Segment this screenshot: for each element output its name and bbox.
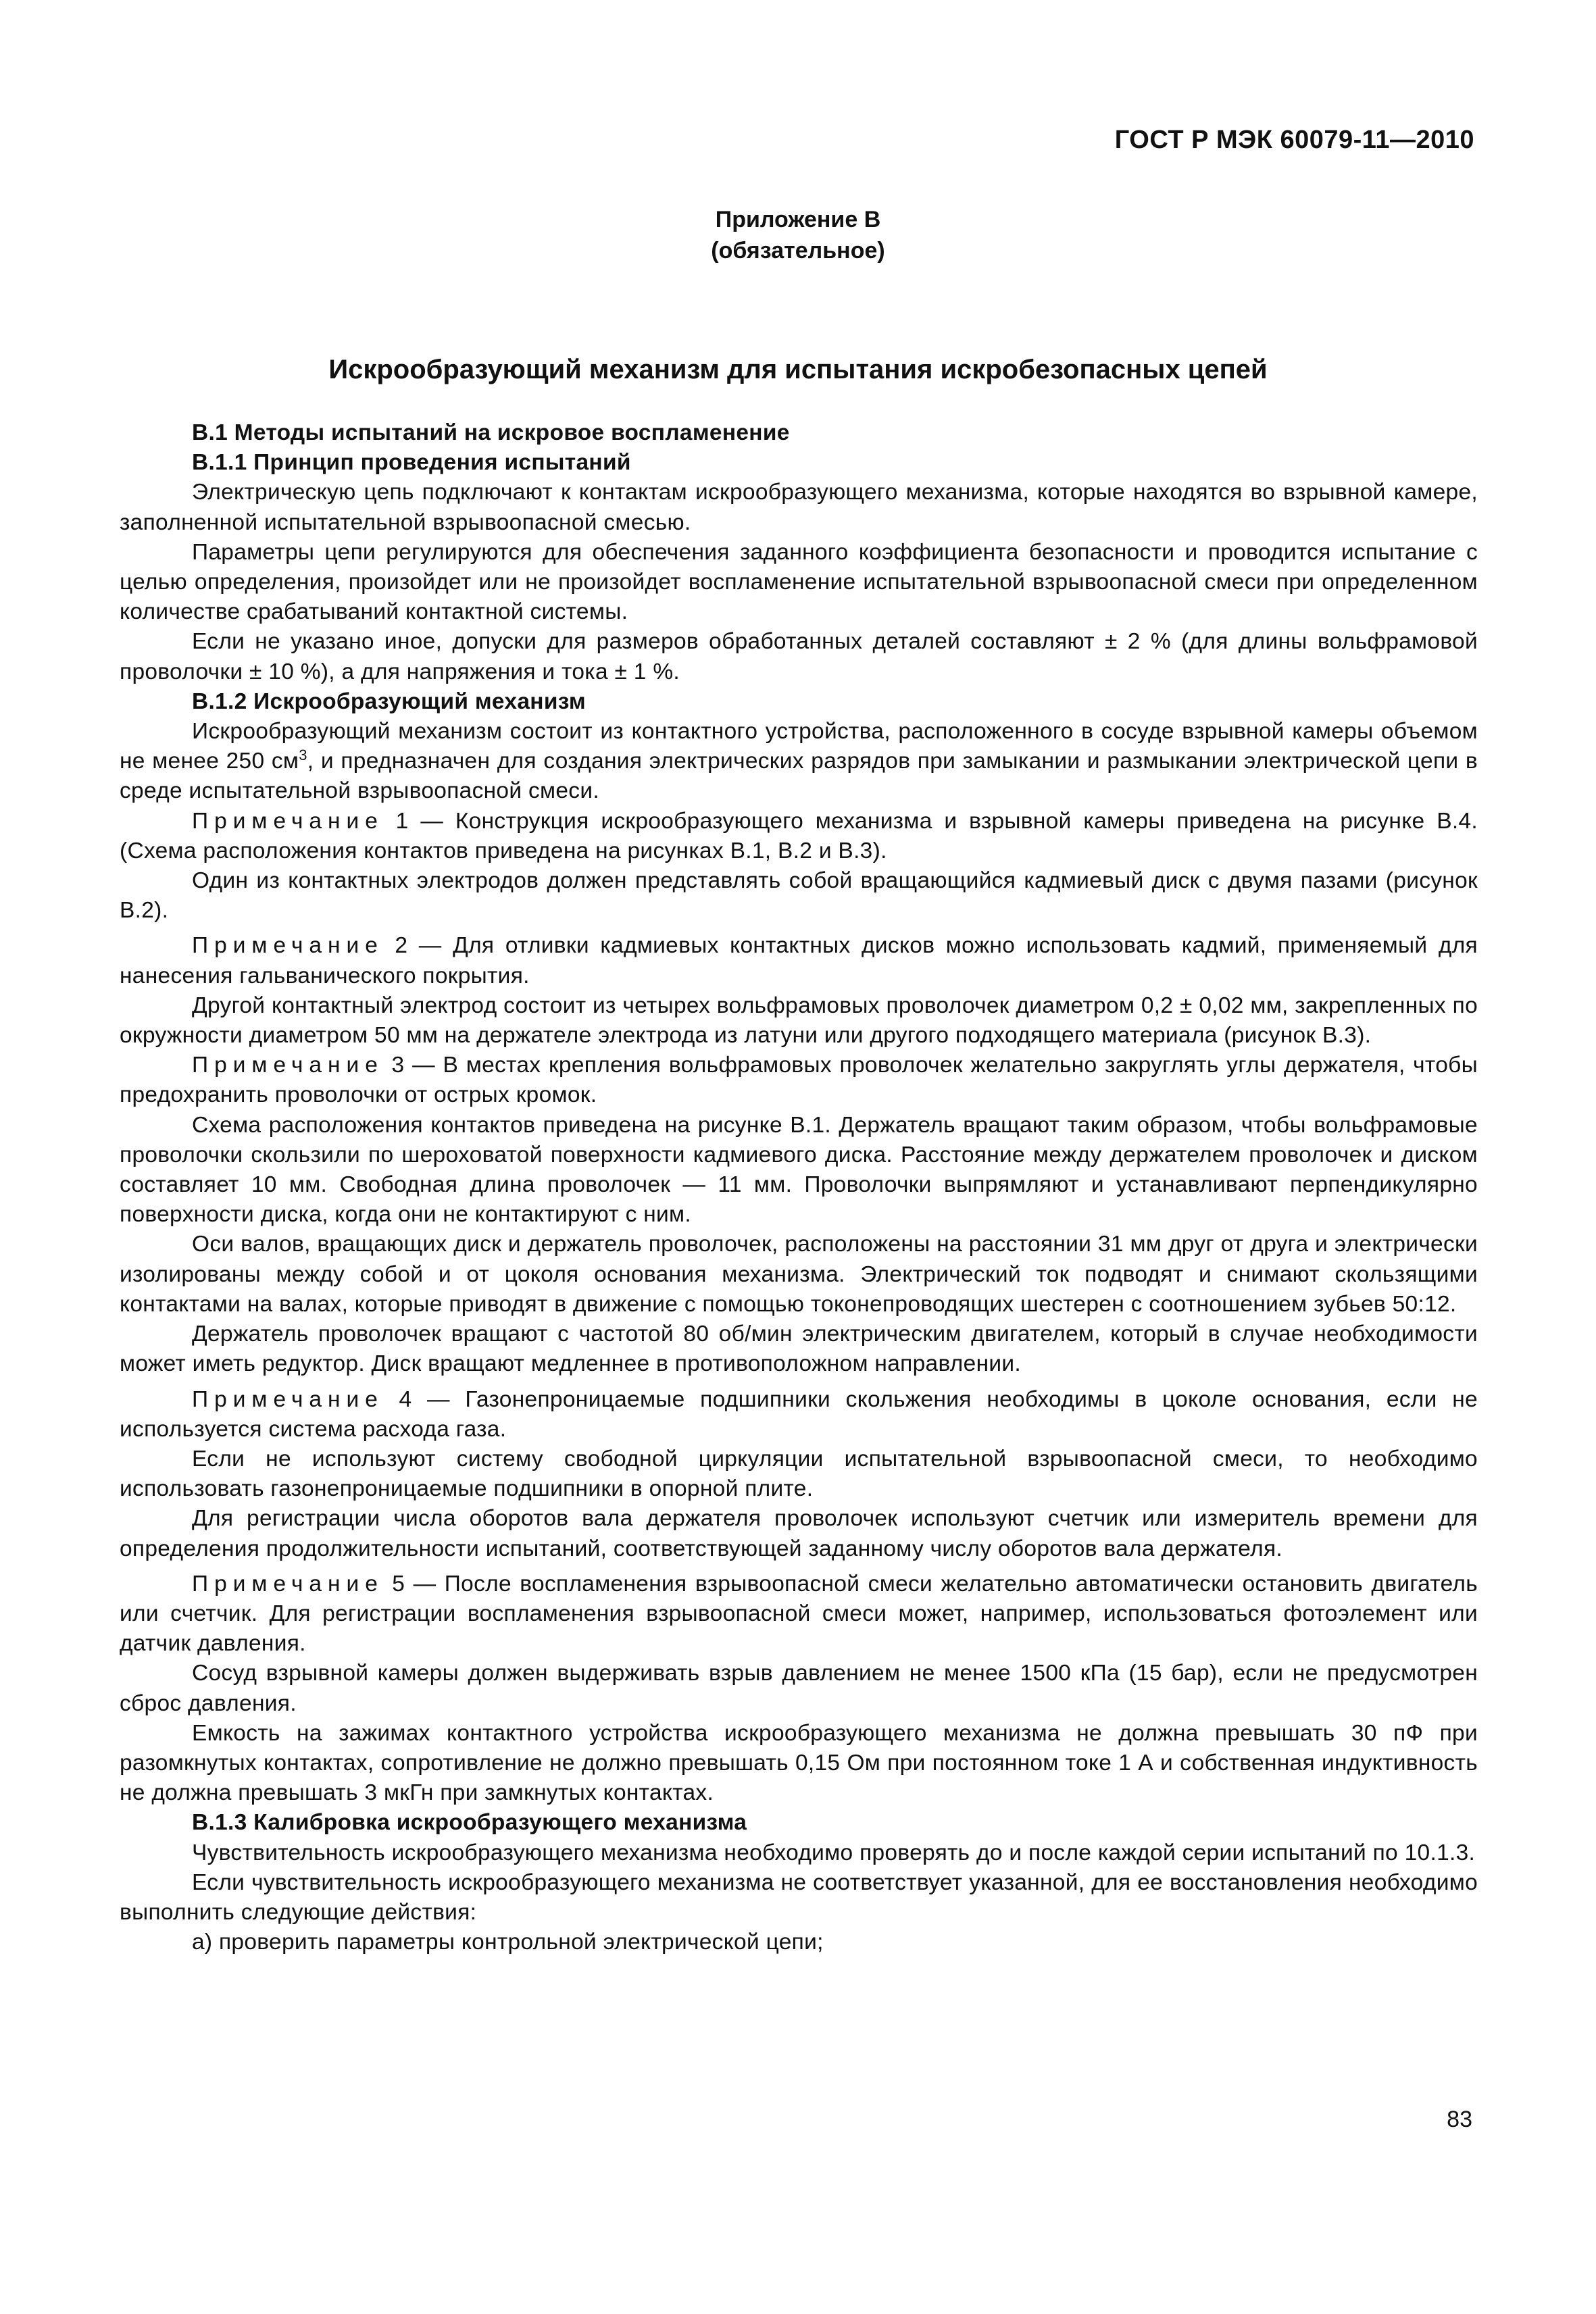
note bbox=[120, 1385, 1478, 1444]
note-text: 5 — После воспламенения взрывоопасной смеси желательно автоматически остановить двигатель или счетчик. Для регистрации воспламенения взрывоопасной смеси может, например, использоваться фотоэлемент или датчик давления. bbox=[120, 1571, 1478, 1657]
note-text: 4 — Газонепроницаемые подшипники скольжения необходимы в цоколе основания, если не используется система расхода газа. bbox=[120, 1386, 1478, 1442]
page-title: Искрообразующий механизм для испытания искробезопасных цепей bbox=[328, 355, 1268, 384]
note-text: 2 — Для отливки кадмиевых контактных дисков можно использовать кадмий, применяемый для нанесения гальванического покрытия. bbox=[120, 933, 1478, 988]
note-label: Примечание bbox=[192, 933, 384, 959]
note-label: Примечание bbox=[192, 808, 384, 834]
annex-status: (обязательное) bbox=[711, 238, 885, 263]
paragraph bbox=[120, 717, 1478, 807]
note bbox=[120, 1051, 1478, 1110]
paragraph: Если чувствительность искрообразующего механизма не соответствует указанной, для ее восстановления необходимо выполнить следующие действия: bbox=[120, 1869, 1478, 1925]
annex-label: Приложение В bbox=[715, 207, 881, 232]
note-label: Примечание bbox=[192, 1386, 384, 1412]
paragraph-text: Искрообразующий механизм состоит из контактного устройства, расположенного в сосуде взрывной камеры объемом не менее 250 см bbox=[120, 719, 1478, 774]
section-heading-b1-1: В.1.1 Принцип проведения испытаний bbox=[192, 450, 631, 476]
superscript: 3 bbox=[299, 747, 307, 764]
list-item: а) проверить параметры контрольной электрической цепи; bbox=[192, 1930, 824, 1955]
paragraph: Для регистрации числа оборотов вала держателя проволочек используют счетчик или измеритель времени для определения продолжительности испытаний, соответствующей заданному числу оборотов вала держателя. bbox=[120, 1506, 1478, 1561]
page-number: 83 bbox=[1447, 2107, 1472, 2132]
paragraph: Один из контактных электродов должен представлять собой вращающийся кадмиевый диск с двумя пазами (рисунок В.2). bbox=[120, 868, 1478, 924]
paragraph: Емкость на зажимах контактного устройства искрообразующего механизма не должна превышать 30 пФ при разомкнутых контактах, сопротивление не должно превышать 0,15 Ом при постоянном токе 1 А и собственная индуктивность не должна превышать 3 мкГн при замкнутых контактах. bbox=[120, 1720, 1478, 1806]
note bbox=[120, 1569, 1478, 1659]
standard-designation: ГОСТ Р МЭК 60079-11—2010 bbox=[1114, 126, 1474, 154]
annex-heading bbox=[0, 204, 1596, 266]
paragraph: Если не используют систему свободной циркуляции испытательной взрывоопасной смеси, то необходимо использовать газонепроницаемые подшипники в опорной плите. bbox=[120, 1446, 1478, 1502]
paragraph: Схема расположения контактов приведена на рисунке В.1. Держатель вращают таким образом, чтобы вольфрамовые проволочки скользили по шероховатой поверхности кадмиевого диска. Расстояние между держателем проволочек и диском составляет 10 мм. Свободная длина проволочек — 11 мм. Проволочки выпрямляют и устанавливают перпендикулярно поверхности диска, когда они не контактируют с ним. bbox=[120, 1112, 1478, 1228]
note-label: Примечание bbox=[192, 1571, 384, 1596]
note-text: 3 — В местах крепления вольфрамовых проволочек желательно закруглять углы держателя, чтобы предохранить проволочки от острых кромок. bbox=[120, 1053, 1478, 1108]
paragraph: Держатель проволочек вращают с частотой 80 об/мин электрическим двигателем, который в случае необходимости может иметь редуктор. Диск вращают медленнее в противоположном направлении. bbox=[120, 1322, 1478, 1377]
section-heading-b1-3: В.1.3 Калибровка искрообразующего механизма bbox=[192, 1810, 747, 1836]
note bbox=[120, 807, 1478, 866]
paragraph: Оси валов, вращающих диск и держатель проволочек, расположены на расстоянии 31 мм друг от друга и электрически изолированы между собой и от цоколя основания механизма. Электрический ток подводят и снимают скользящими контактами на валах, которые приводят в движение с помощью токонепроводящих шестерен с соотношением зубьев 50:12. bbox=[120, 1232, 1478, 1317]
note-text: 1 — Конструкция искрообразующего механизма и взрывной камеры приведена на рисунке В.4. (Схема расположения контактов приведена на рисунках В.1, В.2 и В.3). bbox=[120, 808, 1478, 863]
paragraph: Сосуд взрывной камеры должен выдерживать взрыв давлением не менее 1500 кПа (15 бар), если не предусмотрен сброс давления. bbox=[120, 1661, 1478, 1716]
paragraph: Чувствительность искрообразующего механизма необходимо проверять до и после каждой серии испытаний по 10.1.3. bbox=[192, 1840, 1476, 1865]
note-label: Примечание bbox=[192, 1053, 384, 1078]
section-heading-b1: В.1 Методы испытаний на искровое воспламенение bbox=[192, 420, 790, 445]
paragraph: Другой контактный электрод состоит из четырех вольфрамовых проволочек диаметром 0,2 ± 0,02 мм, закрепленных по окружности диаметром 50 мм на держателе электрода из латуни или другого подходящего материала (рисунок В.3). bbox=[120, 992, 1478, 1049]
paragraph: Если не указано иное, допуски для размеров обработанных деталей составляют ± 2 % (для длины вольфрамовой проволочки ± 10 %), а для напряжения и тока ± 1 %. bbox=[120, 629, 1478, 684]
document-body bbox=[120, 418, 1478, 1957]
paragraph: Параметры цепи регулируются для обеспечения заданного коэффициента безопасности и проводится испытание с целью определения, произойдет или не произойдет воспламенение испытательной взрывоопасной смеси при определенном количестве срабатываний контактной системы. bbox=[120, 539, 1478, 625]
paragraph-text: , и предназначен для создания электрических разрядов при замыкании и размыкании электрической цепи в среде испытательной взрывоопасной смеси. bbox=[120, 749, 1478, 804]
note bbox=[120, 931, 1478, 990]
section-heading-b1-2: В.1.2 Искрообразующий механизм bbox=[192, 688, 586, 714]
paragraph: Электрическую цепь подключают к контактам искрообразующего механизма, которые находятся во взрывной камере, заполненной испытательной взрывоопасной смесью. bbox=[120, 480, 1478, 535]
